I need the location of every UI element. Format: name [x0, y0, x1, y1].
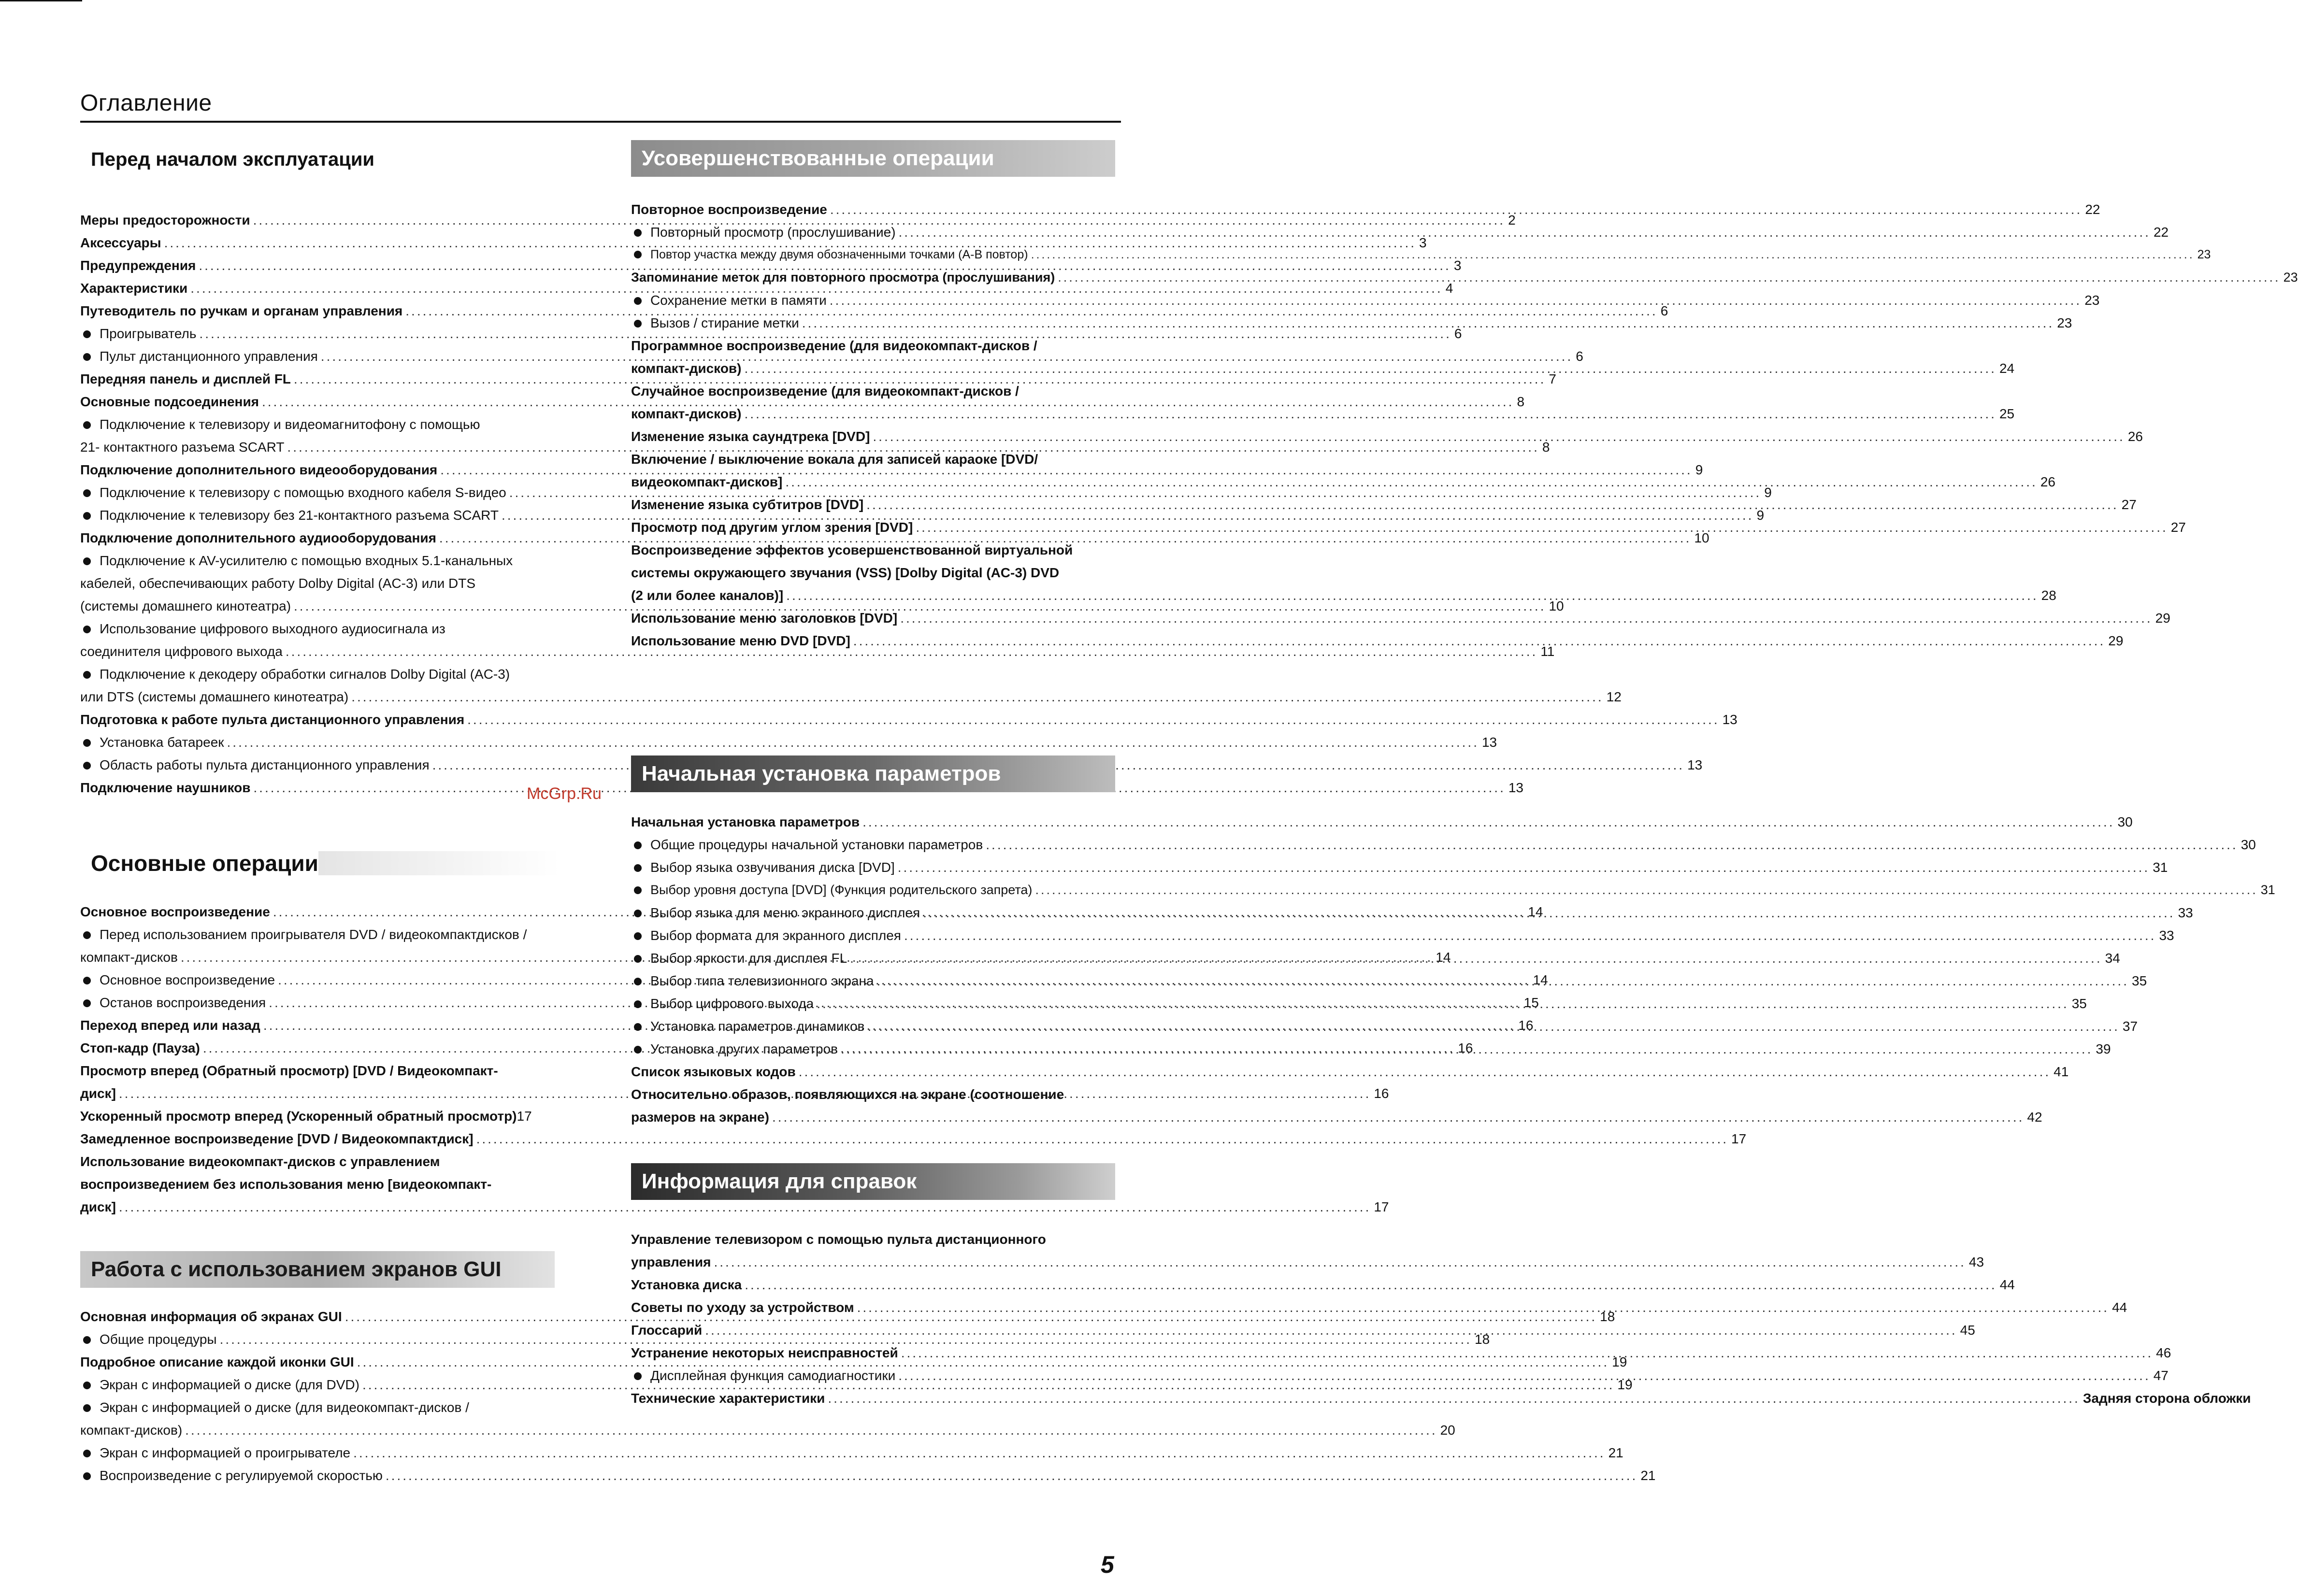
toc-entry-line[interactable]: Воспроизведение эффектов усовершенствованной виртуальной [631, 542, 1073, 557]
toc-entry[interactable]: Просмотр под другим углом зрения [DVD] ..... 27 [631, 516, 1115, 539]
section-heading: Работа с использованием экранов GUI [80, 1251, 555, 1288]
bullet-icon [634, 251, 642, 258]
toc-subentry[interactable]: компакт-дисков) ..... 20 [80, 1419, 559, 1441]
toc-subentry[interactable]: Повторный просмотр (прослушивание) ..... 22 [631, 221, 1115, 243]
toc-entry-line[interactable]: Просмотр вперед (Обратный просмотр) [DVD / Видеокомпакт- [80, 1063, 498, 1078]
toc-subentry[interactable]: Проигрыватель ..... 6 [80, 322, 559, 345]
toc-subentry[interactable]: Экран с информацией о диске (для DVD) ..... 19 [80, 1373, 559, 1396]
toc-entry[interactable]: Глоссарий ..... 45 [631, 1319, 1115, 1341]
toc-subentry[interactable]: Дисплейная функция самодиагностики ..... 47 [631, 1364, 1115, 1387]
toc-entry[interactable]: Подключение дополнительного видеооборудования ..... 9 [80, 458, 559, 481]
bullet-icon [83, 999, 91, 1007]
page-title: Оглавление [80, 90, 212, 116]
toc-subentry[interactable]: Основное воспроизведение ..... 14 [80, 969, 559, 991]
bullet-icon [634, 978, 642, 985]
bullet-icon [83, 1472, 91, 1480]
bullet-icon [634, 1000, 642, 1008]
bullet-icon [634, 910, 642, 917]
toc-entry[interactable]: Предупреждения ..... 3 [80, 254, 559, 277]
toc-entry[interactable]: компакт-дисков) ..... 24 [631, 357, 1115, 380]
bullet-icon [634, 1046, 642, 1054]
bullet-icon [83, 671, 91, 679]
bullet-icon [634, 320, 642, 328]
toc-subentry[interactable]: Выбор формата для экранного дисплея ..... 33 [631, 924, 1115, 947]
toc-entry[interactable]: Переход вперед или назад ..... 16 [80, 1014, 559, 1037]
bullet-icon [83, 330, 91, 338]
toc-subentry[interactable]: Вызов / стирание метки ..... 23 [631, 312, 1115, 334]
bullet-icon [634, 886, 642, 894]
toc-subentry[interactable]: Останов воспроизведения ..... 15 [80, 991, 559, 1014]
toc-subentry[interactable]: Выбор языка для меню экранного дисплея ..... 33 [631, 901, 1115, 924]
bullet-icon [634, 229, 642, 237]
toc-subentry-line[interactable]: кабелей, обеспечивающих работу Dolby Digital (AC-3) или DTS [80, 576, 476, 591]
section-heading: Информация для справок [631, 1163, 1115, 1200]
toc-entry-line[interactable]: Использование видеокомпакт-дисков с управлением [80, 1154, 440, 1169]
bullet-icon [83, 512, 91, 520]
toc-subentry-line[interactable]: Подключение к AV-усилителю с помощью входных 5.1-канальных [80, 549, 559, 572]
toc-subentry-line[interactable]: Использование цифрового выходного аудиосигнала из [80, 617, 559, 640]
toc-subentry[interactable]: Выбор языка озвучивания диска [DVD] ..... 31 [631, 856, 1115, 879]
bullet-icon [83, 626, 91, 633]
toc-entry[interactable]: Меры предосторожности ..... 2 [80, 209, 559, 231]
toc-subentry[interactable]: Выбор типа телевизионного экрана ..... 35 [631, 969, 1115, 992]
toc-entry[interactable]: диск] ..... 16 [80, 1082, 559, 1105]
bullet-icon [83, 353, 91, 361]
toc-entry-line[interactable]: системы окружающего звучания (VSS) [Dolby Digital (AC-3) DVD [631, 565, 1060, 580]
bullet-icon [83, 977, 91, 984]
toc-entry[interactable]: Технические характеристики ..... Задняя сторона обложки [631, 1387, 1115, 1410]
toc-entry[interactable]: Основная информация об экранах GUI ..... 18 [80, 1305, 559, 1328]
bullet-icon [634, 932, 642, 940]
bullet-icon [634, 1372, 642, 1380]
toc-entry[interactable]: Основные подсоединения ..... 8 [80, 390, 559, 413]
toc-subentry[interactable]: соединителя цифрового выхода ..... 11 [80, 640, 559, 663]
toc-entry[interactable]: Начальная установка параметров ..... 30 [631, 811, 1115, 833]
toc-entry[interactable]: Основное воспроизведение ..... 14 [80, 900, 559, 923]
toc-entry[interactable]: видеокомпакт-дисков] ..... 26 [631, 470, 1115, 493]
toc-subentry[interactable]: компакт-дисков ..... 14 [80, 946, 559, 969]
toc-entry[interactable]: (2 или более каналов)] ..... 28 [631, 584, 1115, 607]
toc-entry-line[interactable]: Случайное воспроизведение (для видеокомпакт-дисков / [631, 384, 1019, 399]
toc-entry[interactable]: Подключение дополнительного аудиооборудования ..... 10 [80, 527, 559, 549]
bullet-icon [83, 931, 91, 939]
toc-entry[interactable]: Подготовка к работе пульта дистанционного управления ..... 13 [80, 708, 559, 731]
toc-subentry[interactable]: Общие процедуры начальной установки параметров ..... 30 [631, 833, 1115, 856]
toc-entry[interactable]: Ускоренный просмотр вперед (Ускоренный обратный просмотр) 17 [80, 1109, 532, 1124]
toc-entry-line[interactable]: Программное воспроизведение (для видеокомпакт-дисков / [631, 338, 1037, 353]
toc-subentry[interactable]: 21- контактного разъема SCART ..... 8 [80, 436, 559, 458]
bullet-icon [83, 762, 91, 770]
toc-entry[interactable]: Изменение языка саундтрека [DVD] ..... 26 [631, 425, 1115, 448]
section-heading: Основные операции [91, 846, 318, 880]
toc-entry[interactable]: Запоминание меток для повторного просмотра (прослушивания) ..... 23 [631, 266, 1115, 289]
toc-subentry[interactable]: Пульт дистанционного управления ..... 6 [80, 345, 559, 368]
toc-entry[interactable]: размеров на экране) ..... 42 [631, 1106, 1115, 1128]
toc-subentry-line[interactable]: Экран с информацией о диске (для видеокомпакт-дисков / [80, 1396, 559, 1419]
toc-entry[interactable]: Передняя панель и дисплей FL ..... 7 [80, 368, 559, 390]
bullet-icon [83, 489, 91, 497]
toc-entry[interactable]: Характеристики ..... 4 [80, 277, 559, 299]
toc-subentry[interactable]: Повтор участка между двумя обозначенными точками (A-B повтор) ..... 23 [631, 243, 1115, 266]
toc-subentry[interactable]: Воспроизведение с регулируемой скоростью ..... 21 [80, 1464, 559, 1487]
toc-entry[interactable]: Путеводитель по ручкам и органам управления ..... 6 [80, 299, 559, 322]
toc-entry[interactable]: Аксессуары ..... 3 [80, 231, 559, 254]
bullet-icon [83, 1404, 91, 1412]
toc-subentry[interactable]: (системы домашнего кинотеатра) ..... 10 [80, 595, 559, 617]
toc-subentry[interactable]: Общие процедуры ..... 18 [80, 1328, 559, 1351]
bullet-icon [83, 421, 91, 429]
bullet-icon [83, 739, 91, 747]
bullet-icon [83, 1336, 91, 1344]
toc-entry-line[interactable]: Относительно образов, появляющихся на экране (соотношение [631, 1087, 1064, 1102]
watermark: McGrp.Ru [527, 784, 602, 803]
bullet-icon [634, 1023, 642, 1031]
toc-entry[interactable]: Замедленное воспроизведение [DVD / Видеокомпактдиск] ..... 17 [80, 1127, 559, 1150]
toc-subentry[interactable]: Установка параметров динамиков ..... 37 [631, 1015, 1115, 1038]
bullet-icon [634, 955, 642, 963]
toc-subentry[interactable]: Экран с информацией о проигрывателе ..... 21 [80, 1441, 559, 1464]
toc-entry[interactable]: Использование меню DVD [DVD] ..... 29 [631, 629, 1115, 652]
toc-entry-line[interactable]: Управление телевизором с помощью пульта дистанционного [631, 1232, 1046, 1247]
toc-subentry[interactable]: Подключение к телевизору с помощью входного кабеля S-видео ..... 9 [80, 481, 559, 504]
toc-subentry-line[interactable]: Подключение к декодеру обработки сигналов Dolby Digital (AC-3) [80, 663, 559, 685]
bullet-icon [634, 841, 642, 849]
bullet-icon [83, 557, 91, 565]
toc-entry-line[interactable]: воспроизведением без использования меню [видеокомпакт- [80, 1177, 492, 1192]
bullet-icon [83, 1450, 91, 1457]
toc-entry[interactable]: Использование меню заголовков [DVD] ..... 29 [631, 607, 1115, 629]
bullet-icon [634, 864, 642, 872]
page-number: 5 [1101, 1551, 1114, 1578]
toc-entry[interactable]: Изменение языка субтитров [DVD] ..... 27 [631, 493, 1115, 516]
section-heading: Перед началом эксплуатации [91, 149, 374, 170]
toc-subentry[interactable]: Установка других параметров ..... 39 [631, 1038, 1115, 1060]
top-rule [0, 0, 82, 1]
toc-subentry[interactable]: Выбор яркости для дисплея FL ..... 34 [631, 947, 1115, 969]
toc-entry[interactable]: Повторное воспроизведение ..... 22 [631, 198, 1115, 221]
bullet-icon [634, 297, 642, 305]
toc-subentry[interactable]: Выбор уровня доступа [DVD] (Функция родительского запрета) ..... 31 [631, 879, 1115, 901]
toc-entry-line[interactable]: Включение / выключение вокала для записей караоке [DVD/ [631, 452, 1038, 467]
toc-subentry[interactable]: Подключение к телевизору без 21-контактного разъема SCART ..... 9 [80, 504, 559, 527]
toc-subentry[interactable]: Установка батареек ..... 13 [80, 731, 559, 754]
toc-subentry[interactable]: Сохранение метки в памяти ..... 23 [631, 289, 1115, 312]
toc-entry[interactable]: диск] ..... 17 [80, 1196, 559, 1218]
section-heading: Усовершенствованные операции [631, 140, 1115, 177]
toc-subentry[interactable]: или DTS (системы домашнего кинотеатра) ..... 12 [80, 685, 559, 708]
toc-entry[interactable]: Подключение наушников ..... 13 [80, 776, 559, 799]
toc-subentry[interactable]: Выбор цифрового выхода ..... 35 [631, 992, 1115, 1015]
toc-entry[interactable]: Список языковых кодов ..... 41 [631, 1060, 1115, 1083]
toc-subentry[interactable]: Область работы пульта дистанционного управления ..... 13 [80, 754, 559, 776]
toc-entry[interactable]: компакт-дисков) ..... 25 [631, 402, 1115, 425]
toc-entry[interactable]: Установка диска ..... 44 [631, 1273, 1115, 1296]
section-heading: Начальная установка параметров [631, 755, 1115, 792]
toc-subentry-line[interactable]: Перед использованием проигрывателя DVD / видеокомпактдисков / [80, 923, 559, 946]
toc-entry[interactable]: Подробное описание каждой иконки GUI ..... 19 [80, 1351, 559, 1373]
toc-subentry-line[interactable]: Подключение к телевизору и видеомагнитофону с помощью [80, 413, 559, 436]
title-rule [80, 121, 1121, 123]
toc-entry[interactable]: Устранение некоторых неисправностей ..... 46 [631, 1341, 1115, 1364]
toc-entry[interactable]: Советы по уходу за устройством ..... 44 [631, 1296, 1115, 1319]
toc-entry[interactable]: управления ..... 43 [631, 1251, 1115, 1273]
bullet-icon [83, 1382, 91, 1389]
toc-entry[interactable]: Стоп-кадр (Пауза) ..... 16 [80, 1037, 559, 1059]
